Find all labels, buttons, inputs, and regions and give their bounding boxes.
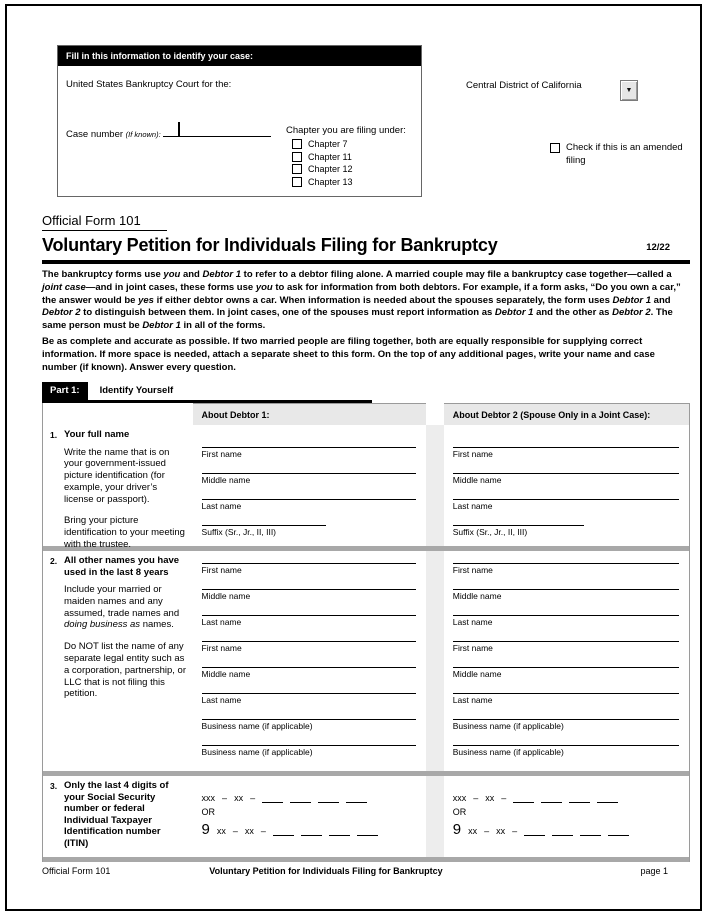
question-3 <box>43 776 193 857</box>
suffix-input[interactable] <box>202 525 326 551</box>
fill-box-header: Fill in this information to identify your case: <box>58 46 421 66</box>
first-name-input[interactable] <box>453 447 679 473</box>
last-name-input[interactable] <box>453 615 679 641</box>
form-number: Official Form 101 <box>42 213 167 231</box>
ssn-digit-blank[interactable] <box>346 793 367 803</box>
middle-name-input[interactable] <box>453 667 679 693</box>
itin-dash: – <box>232 826 238 836</box>
part1-heading <box>42 381 372 403</box>
itin-row <box>202 823 416 836</box>
business-name-input[interactable] <box>453 745 679 771</box>
chapter-12-item <box>292 164 406 174</box>
question-3-number: 3. <box>50 781 58 791</box>
middle-name-input[interactable] <box>453 473 679 499</box>
itin-dash: – <box>512 826 518 836</box>
chapter-7-label: Chapter 7 <box>308 139 348 149</box>
ssn-row <box>202 790 416 803</box>
field-label: Middle name <box>453 473 679 485</box>
row-full-name <box>43 425 689 551</box>
field-label: Suffix (Sr., Jr., II, III) <box>202 525 326 537</box>
court-label: United States Bankruptcy Court for the: <box>66 79 232 90</box>
chapter-13-checkbox[interactable] <box>292 177 302 187</box>
field-label: First name <box>202 563 416 575</box>
ssn-digit-blank[interactable] <box>569 793 590 803</box>
question-1-number: 1. <box>50 430 58 440</box>
field-label: Middle name <box>202 589 416 601</box>
row-other-names <box>43 551 689 771</box>
ssn-digit-blank[interactable] <box>513 793 534 803</box>
first-name-input[interactable] <box>202 447 416 473</box>
itin-dash: – <box>260 826 266 836</box>
case-number-hint: (If known): <box>125 130 161 139</box>
field-label: Middle name <box>202 473 416 485</box>
field-label: Last name <box>453 693 679 705</box>
field-label: First name <box>453 641 679 653</box>
title-row <box>42 235 690 256</box>
question-3-title: Only the last 4 digits of your Social Security number or federal Individual Taxpayer Identification number (ITIN) <box>64 780 169 849</box>
field-label: Last name <box>202 615 416 627</box>
amended-filing-row <box>550 141 690 167</box>
question-column-header <box>43 403 193 425</box>
case-number-row <box>66 125 271 140</box>
title-rule <box>42 260 690 264</box>
field-label: First name <box>453 447 679 459</box>
column-gutter <box>426 551 444 771</box>
itin-nine: 9 <box>201 821 210 838</box>
question-1 <box>43 425 193 551</box>
business-name-input[interactable] <box>202 745 416 771</box>
chapter-12-checkbox[interactable] <box>292 164 302 174</box>
itin-digit-blank[interactable] <box>552 826 573 836</box>
ssn-dash: – <box>473 793 479 803</box>
debtor2-ssn-fields <box>444 776 689 857</box>
page-title: Voluntary Petition for Individuals Filing for Bankruptcy <box>42 235 498 255</box>
table-bottom-border <box>43 857 689 862</box>
ssn-xxx: xxx <box>201 793 216 803</box>
ssn-digit-blank[interactable] <box>290 793 311 803</box>
last-name-input[interactable] <box>202 693 416 719</box>
itin-digit-blank[interactable] <box>273 826 294 836</box>
itin-row <box>453 823 679 836</box>
row-ssn <box>43 776 689 857</box>
field-label: Middle name <box>453 589 679 601</box>
field-label: Last name <box>202 693 416 705</box>
question-1-para-2: Bring your picture identification to your meeting with the trustee. <box>64 515 185 551</box>
chapter-12-label: Chapter 12 <box>308 164 353 174</box>
itin-xx: xx <box>496 826 506 836</box>
amended-filing-checkbox[interactable] <box>550 143 560 153</box>
debtor2-name-fields <box>444 425 689 546</box>
part1-title: Identify Yourself <box>99 385 174 396</box>
debtor2-other-name-fields <box>444 551 689 771</box>
middle-name-input[interactable] <box>202 589 416 615</box>
itin-digit-blank[interactable] <box>524 826 545 836</box>
about-debtor1-header: About Debtor 1: <box>193 403 426 425</box>
chapter-question: Chapter you are filing under: <box>286 125 406 136</box>
case-number-label: Case number <box>66 129 124 140</box>
amended-filing-label: Check if this is an amended filing <box>566 142 683 166</box>
debtor1-other-name-fields <box>193 551 426 771</box>
question-2-number: 2. <box>50 556 58 566</box>
field-label: Middle name <box>202 667 416 679</box>
last-name-input[interactable] <box>202 499 416 525</box>
text-caret <box>178 122 180 136</box>
case-identification-box <box>57 45 422 197</box>
column-gutter <box>426 776 444 857</box>
last-name-input[interactable] <box>453 499 679 525</box>
business-name-input[interactable] <box>202 719 416 745</box>
footer-title: Voluntary Petition for Individuals Filing for Bankruptcy <box>209 866 443 876</box>
form-version: 12/22 <box>646 242 670 253</box>
itin-digit-blank[interactable] <box>329 826 350 836</box>
field-label: Last name <box>202 499 416 511</box>
middle-name-input[interactable] <box>453 589 679 615</box>
middle-name-input[interactable] <box>202 667 416 693</box>
column-gutter <box>426 403 444 425</box>
question-2-para-1: Include your married or maiden names and any assumed, trade names and doing business as names. <box>64 584 180 631</box>
chapter-13-item <box>292 177 406 187</box>
question-2-title: All other names you have used in the last 8 years <box>64 555 180 578</box>
part1-label: Part 1: <box>42 382 88 400</box>
first-name-input[interactable] <box>202 641 416 667</box>
ssn-digit-blank[interactable] <box>541 793 562 803</box>
last-name-input[interactable] <box>453 693 679 719</box>
field-label: Business name (if applicable) <box>453 719 679 731</box>
district-dropdown-button[interactable] <box>620 80 638 101</box>
itin-xx: xx <box>468 826 478 836</box>
itin-xx: xx <box>216 826 226 836</box>
field-label: First name <box>202 447 416 459</box>
field-label: Last name <box>453 615 679 627</box>
field-label: First name <box>453 563 679 575</box>
field-label: Business name (if applicable) <box>202 719 416 731</box>
or-label: OR <box>452 807 467 817</box>
chapter-7-item <box>292 139 406 149</box>
first-name-input[interactable] <box>202 563 416 589</box>
chapter-block <box>286 125 406 189</box>
footer-page-number: page 1 <box>640 866 668 876</box>
last-name-input[interactable] <box>202 615 416 641</box>
table-header-row <box>43 403 689 425</box>
ssn-digit-blank[interactable] <box>262 793 283 803</box>
suffix-input[interactable] <box>453 525 584 551</box>
question-2-para-2: Do NOT list the name of any separate legal entity such as a corporation, partnership, or LLC that is not filing this petition. <box>64 641 186 700</box>
field-label: Last name <box>453 499 679 511</box>
footer-form-number: Official Form 101 <box>42 866 111 876</box>
ssn-dash: – <box>501 793 507 803</box>
debtor1-ssn-fields <box>193 776 426 857</box>
ssn-xx: xx <box>485 793 495 803</box>
ssn-digit-blank[interactable] <box>597 793 618 803</box>
first-name-input[interactable] <box>453 563 679 589</box>
itin-digit-blank[interactable] <box>357 826 378 836</box>
itin-dash: – <box>484 826 490 836</box>
district-value: Central District of California <box>466 80 582 91</box>
chapter-11-item <box>292 152 406 162</box>
itin-digit-blank[interactable] <box>580 826 601 836</box>
ssn-row <box>453 790 679 803</box>
ssn-dash: – <box>222 793 228 803</box>
ssn-xx: xx <box>234 793 244 803</box>
first-name-input[interactable] <box>453 641 679 667</box>
business-name-input[interactable] <box>453 719 679 745</box>
intro-paragraph-1: The bankruptcy forms use you and Debtor 1 to refer to a debtor filing alone. A married couple may file a bankruptcy case together—called a joint case—and in joint cases, these forms use you to ask for information from both debtors. For example, if a form asks, “Do you own a car,” the answer would be yes if either debtor owns a car. When information is needed about the spouses separately, the form uses Debtor 1 and Debtor 2 to distinguish between them. In joint cases, one of the spouses must report information as Debtor 1 and the other as Debtor 2. The same person must be Debtor 1 in all of the forms. <box>42 269 681 332</box>
question-2 <box>43 551 193 771</box>
column-gutter <box>426 425 444 546</box>
identify-yourself-table <box>42 403 690 862</box>
chapter-13-label: Chapter 13 <box>308 176 353 187</box>
itin-nine: 9 <box>452 821 462 838</box>
field-label: Business name (if applicable) <box>202 745 416 757</box>
itin-digit-blank[interactable] <box>301 826 322 836</box>
or-label: OR <box>201 807 216 817</box>
ssn-dash: – <box>250 793 256 803</box>
district-combobox[interactable] <box>466 80 638 101</box>
itin-xx: xx <box>244 826 254 836</box>
chapter-11-checkbox[interactable] <box>292 152 302 162</box>
field-label: Suffix (Sr., Jr., II, III) <box>453 525 584 537</box>
field-label: First name <box>202 641 416 653</box>
debtor1-name-fields <box>193 425 426 546</box>
field-label: Middle name <box>453 667 679 679</box>
intro-paragraph-2: Be as complete and accurate as possible. If two married people are filing together, both are equally responsible for supplying correct information. If more space is needed, attach a separate sheet to this form. On the top of any additional pages, write your name and case number (if known). Answer every question. <box>42 336 655 373</box>
middle-name-input[interactable] <box>202 473 416 499</box>
case-number-input[interactable] <box>163 125 271 137</box>
chapter-11-label: Chapter 11 <box>308 151 352 162</box>
chevron-down-icon: ▼ <box>625 87 633 94</box>
itin-digit-blank[interactable] <box>608 826 629 836</box>
ssn-digit-blank[interactable] <box>318 793 339 803</box>
question-1-title: Your full name <box>64 429 130 440</box>
question-1-para-1: Write the name that is on your government-issued picture identification (for example, your driver’s license or passport). <box>64 446 170 505</box>
page-footer <box>42 866 690 876</box>
chapter-7-checkbox[interactable] <box>292 139 302 149</box>
field-label: Business name (if applicable) <box>453 745 679 757</box>
ssn-xxx: xxx <box>452 793 467 803</box>
about-debtor2-header: About Debtor 2 (Spouse Only in a Joint Case): <box>444 403 689 425</box>
